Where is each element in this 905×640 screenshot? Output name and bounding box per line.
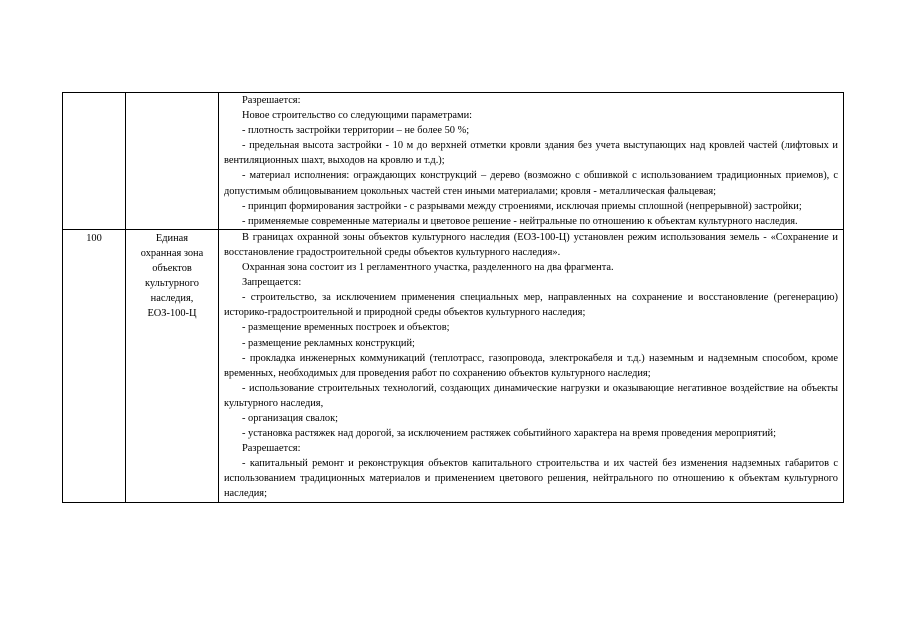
regulation-text-cell [219, 93, 844, 230]
paragraph: В границах охранной зоны объектов культурного наследия (ЕОЗ-100-Ц) установлен режим использования земель - «Сохранение и восстановление градостроительной среды объектов культурного наследия». [224, 231, 838, 258]
paragraph: - предельная высота застройки - 10 м до верхней отметки кровли здания без учета выступающих над кровлей частей (лифтовых и вентиляционных шахт, выходов на кровлю и т.д.); [224, 140, 838, 167]
paragraph: - применяемые современные материалы и цветовое решение - нейтральные по отношению к объектам культурного наследия. [242, 215, 798, 227]
table-row [63, 229, 844, 502]
paragraph: - размещение рекламных конструкций; [242, 337, 415, 349]
zone-name-cell [126, 93, 219, 230]
paragraph: - плотность застройки территории – не более 50 %; [242, 125, 470, 137]
zone-name-line: охранная зона [140, 247, 204, 259]
zone-name-line: наследия, [150, 293, 194, 305]
paragraph: - материал исполнения: ограждающих конструкций – дерево (возможно с обшивкой с использованием традиционных приемов), с допустимым облицовыванием цокольных частей стен иными материалами; кровля - металлическая фальцевая; [224, 170, 838, 197]
paragraph: - организация свалок; [242, 412, 339, 424]
table-row [63, 93, 844, 230]
regulations-table [62, 92, 844, 503]
zone-name-line: объектов [152, 263, 192, 275]
paragraph: Охранная зона состоит из 1 регламентного участка, разделенного на два фрагмента. [242, 262, 614, 274]
paragraph: Разрешается: [242, 95, 301, 106]
zone-name-line: культурного [145, 278, 199, 290]
paragraph: Новое строительство со следующими параметрами: [242, 110, 473, 122]
paragraph: - размещение временных построек и объектов; [242, 322, 450, 334]
row-number-cell: 100 [63, 229, 126, 502]
zone-name-line: Единая [155, 232, 189, 244]
paragraph: - строительство, за исключением применения специальных мер, направленных на сохранение и восстановление (регенерацию) историко-градостроительной и природной среды объектов культурного наследия; [224, 292, 838, 319]
regulation-text-cell [219, 229, 844, 502]
paragraph: Запрещается: [242, 277, 302, 289]
paragraph: Разрешается: [242, 443, 301, 455]
paragraph: - принцип формирования застройки - с разрывами между строениями, исключая приемы сплошной (непрерывной) застройки; [242, 200, 802, 212]
paragraph: - установка растяжек над дорогой, за исключением растяжек событийного характера на время проведения мероприятий; [242, 428, 776, 440]
paragraph: - капитальный ремонт и реконструкция объектов капитального строительства и их частей без изменения надземных габаритов с использованием традиционных материалов и применением цветового решения, нейтрального по отношению к объектам культурного наследия; [224, 458, 838, 500]
zone-name-cell [126, 229, 219, 502]
paragraph: - использование строительных технологий, создающих динамические нагрузки и оказывающие негативное воздействие на объекты культурного наследия, [224, 382, 838, 409]
zone-name-line: ЕОЗ-100-Ц [147, 308, 197, 320]
row-number-cell [63, 93, 126, 230]
paragraph: - прокладка инженерных коммуникаций (теплотрасс, газопровода, электрокабеля и т.д.) наземным и надземным способом, кроме временных, необходимых для проведения работ по сохранению объектов культурного наследия; [224, 352, 838, 379]
